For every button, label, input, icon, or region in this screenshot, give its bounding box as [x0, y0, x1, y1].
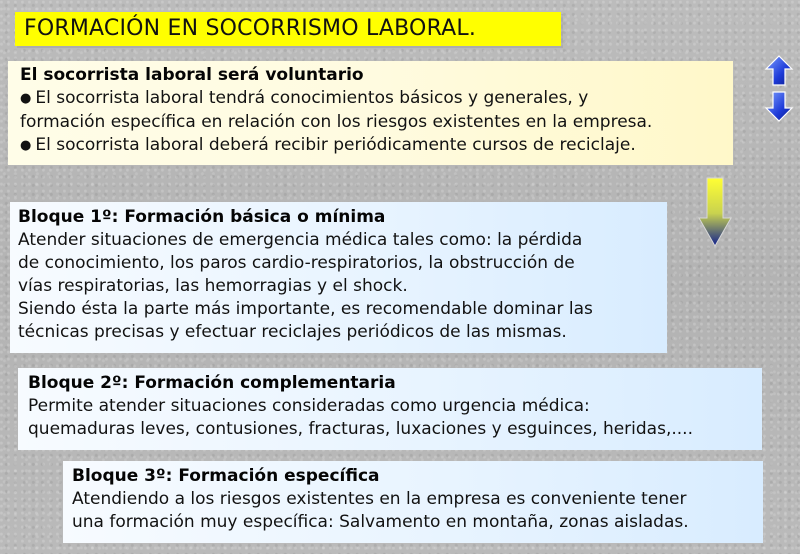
page-title: FORMACIÓN EN SOCORRISMO LABORAL. [15, 12, 561, 46]
block-1-line-2: de conocimiento, los paros cardio-respiratorios, la obstrucción de [18, 253, 575, 273]
bullet-dot-icon: ● [20, 91, 32, 106]
block-3-heading: Bloque 3º: Formación específica [72, 466, 380, 486]
previous-slide-button[interactable] [764, 54, 794, 88]
intro-bullet-1-text-2: formación específica en relación con los riesgos existentes en la empresa. [20, 112, 653, 132]
down-arrow-icon [697, 176, 733, 248]
block-1-box [10, 202, 667, 353]
block-2-box [18, 368, 762, 450]
block-1-line-1: Atender situaciones de emergencia médica tales como: la pérdida [18, 230, 583, 250]
block-3-box [63, 461, 763, 543]
block-1-line-3: vías respiratorias, las hemorragias y el shock. [18, 276, 408, 296]
intro-bullet-line-1 [20, 87, 733, 111]
next-slide-button[interactable] [764, 90, 794, 124]
block-1-line-5: técnicas precisas y efectuar reciclajes periódicos de las mismas. [18, 322, 567, 342]
intro-box [8, 61, 733, 165]
block-3-line-2: una formación muy específica: Salvamento en montaña, zonas aisladas. [72, 512, 689, 532]
flow-down-arrow [697, 176, 733, 248]
block-1-line-4: Siendo ésta la parte más importante, es recomendable dominar las [18, 299, 593, 319]
intro-bullet-1-text-1: El socorrista laboral tendrá conocimientos básicos y generales, y [35, 88, 589, 108]
down-arrow-icon [764, 90, 794, 124]
block-3-line-1: Atendiendo a los riesgos existentes en la empresa es conveniente tener [72, 489, 687, 509]
slide-navigation [764, 54, 794, 126]
block-2-line-2: quemaduras leves, contusiones, fracturas, luxaciones y esguinces, heridas,.... [28, 419, 693, 439]
block-2-heading: Bloque 2º: Formación complementaria [28, 373, 396, 393]
block-2-line-1: Permite atender situaciones consideradas como urgencia médica: [28, 396, 590, 416]
intro-bullet-line-2 [20, 134, 733, 158]
intro-heading: El socorrista laboral será voluntario [20, 65, 364, 85]
block-1-heading: Bloque 1º: Formación básica o mínima [18, 207, 386, 227]
intro-bullet-2-text: El socorrista laboral deberá recibir periódicamente cursos de reciclaje. [35, 135, 636, 155]
up-arrow-icon [764, 54, 794, 88]
bullet-dot-icon: ● [20, 138, 32, 153]
